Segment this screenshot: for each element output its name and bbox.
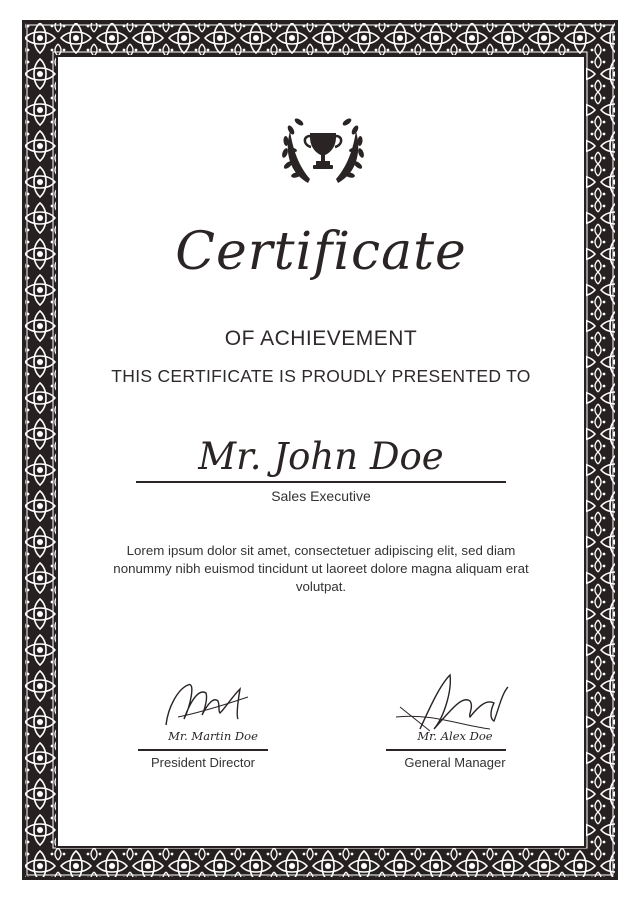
signature-line bbox=[386, 749, 506, 751]
certificate-description: Lorem ipsum dolor sit amet, consectetuer adipiscing elit, sed diam nonummy nibh euismod tincidunt ut laoreet dolore magna aliquam erat volutpat. bbox=[113, 543, 529, 594]
signatory-name: Mr. Alex Doe bbox=[417, 729, 493, 743]
certificate-body bbox=[58, 57, 584, 846]
recipient-underline bbox=[136, 481, 506, 483]
signatory-title: President Director bbox=[150, 755, 256, 770]
certificate-subtitle: OF ACHIEVEMENT bbox=[224, 327, 418, 350]
handwritten-signature bbox=[390, 667, 520, 737]
recipient-name: Mr. John Doe bbox=[198, 435, 444, 478]
signature-line bbox=[138, 749, 268, 751]
trophy-laurel-icon bbox=[278, 103, 368, 193]
certificate-title: Certificate bbox=[175, 222, 467, 282]
handwritten-signature bbox=[148, 667, 278, 737]
presented-to-line: THIS CERTIFICATE IS PROUDLY PRESENTED TO bbox=[111, 366, 531, 386]
signatory-name: Mr. Martin Doe bbox=[168, 729, 258, 743]
signatory-title: General Manager bbox=[404, 755, 506, 770]
recipient-role: Sales Executive bbox=[271, 488, 371, 504]
